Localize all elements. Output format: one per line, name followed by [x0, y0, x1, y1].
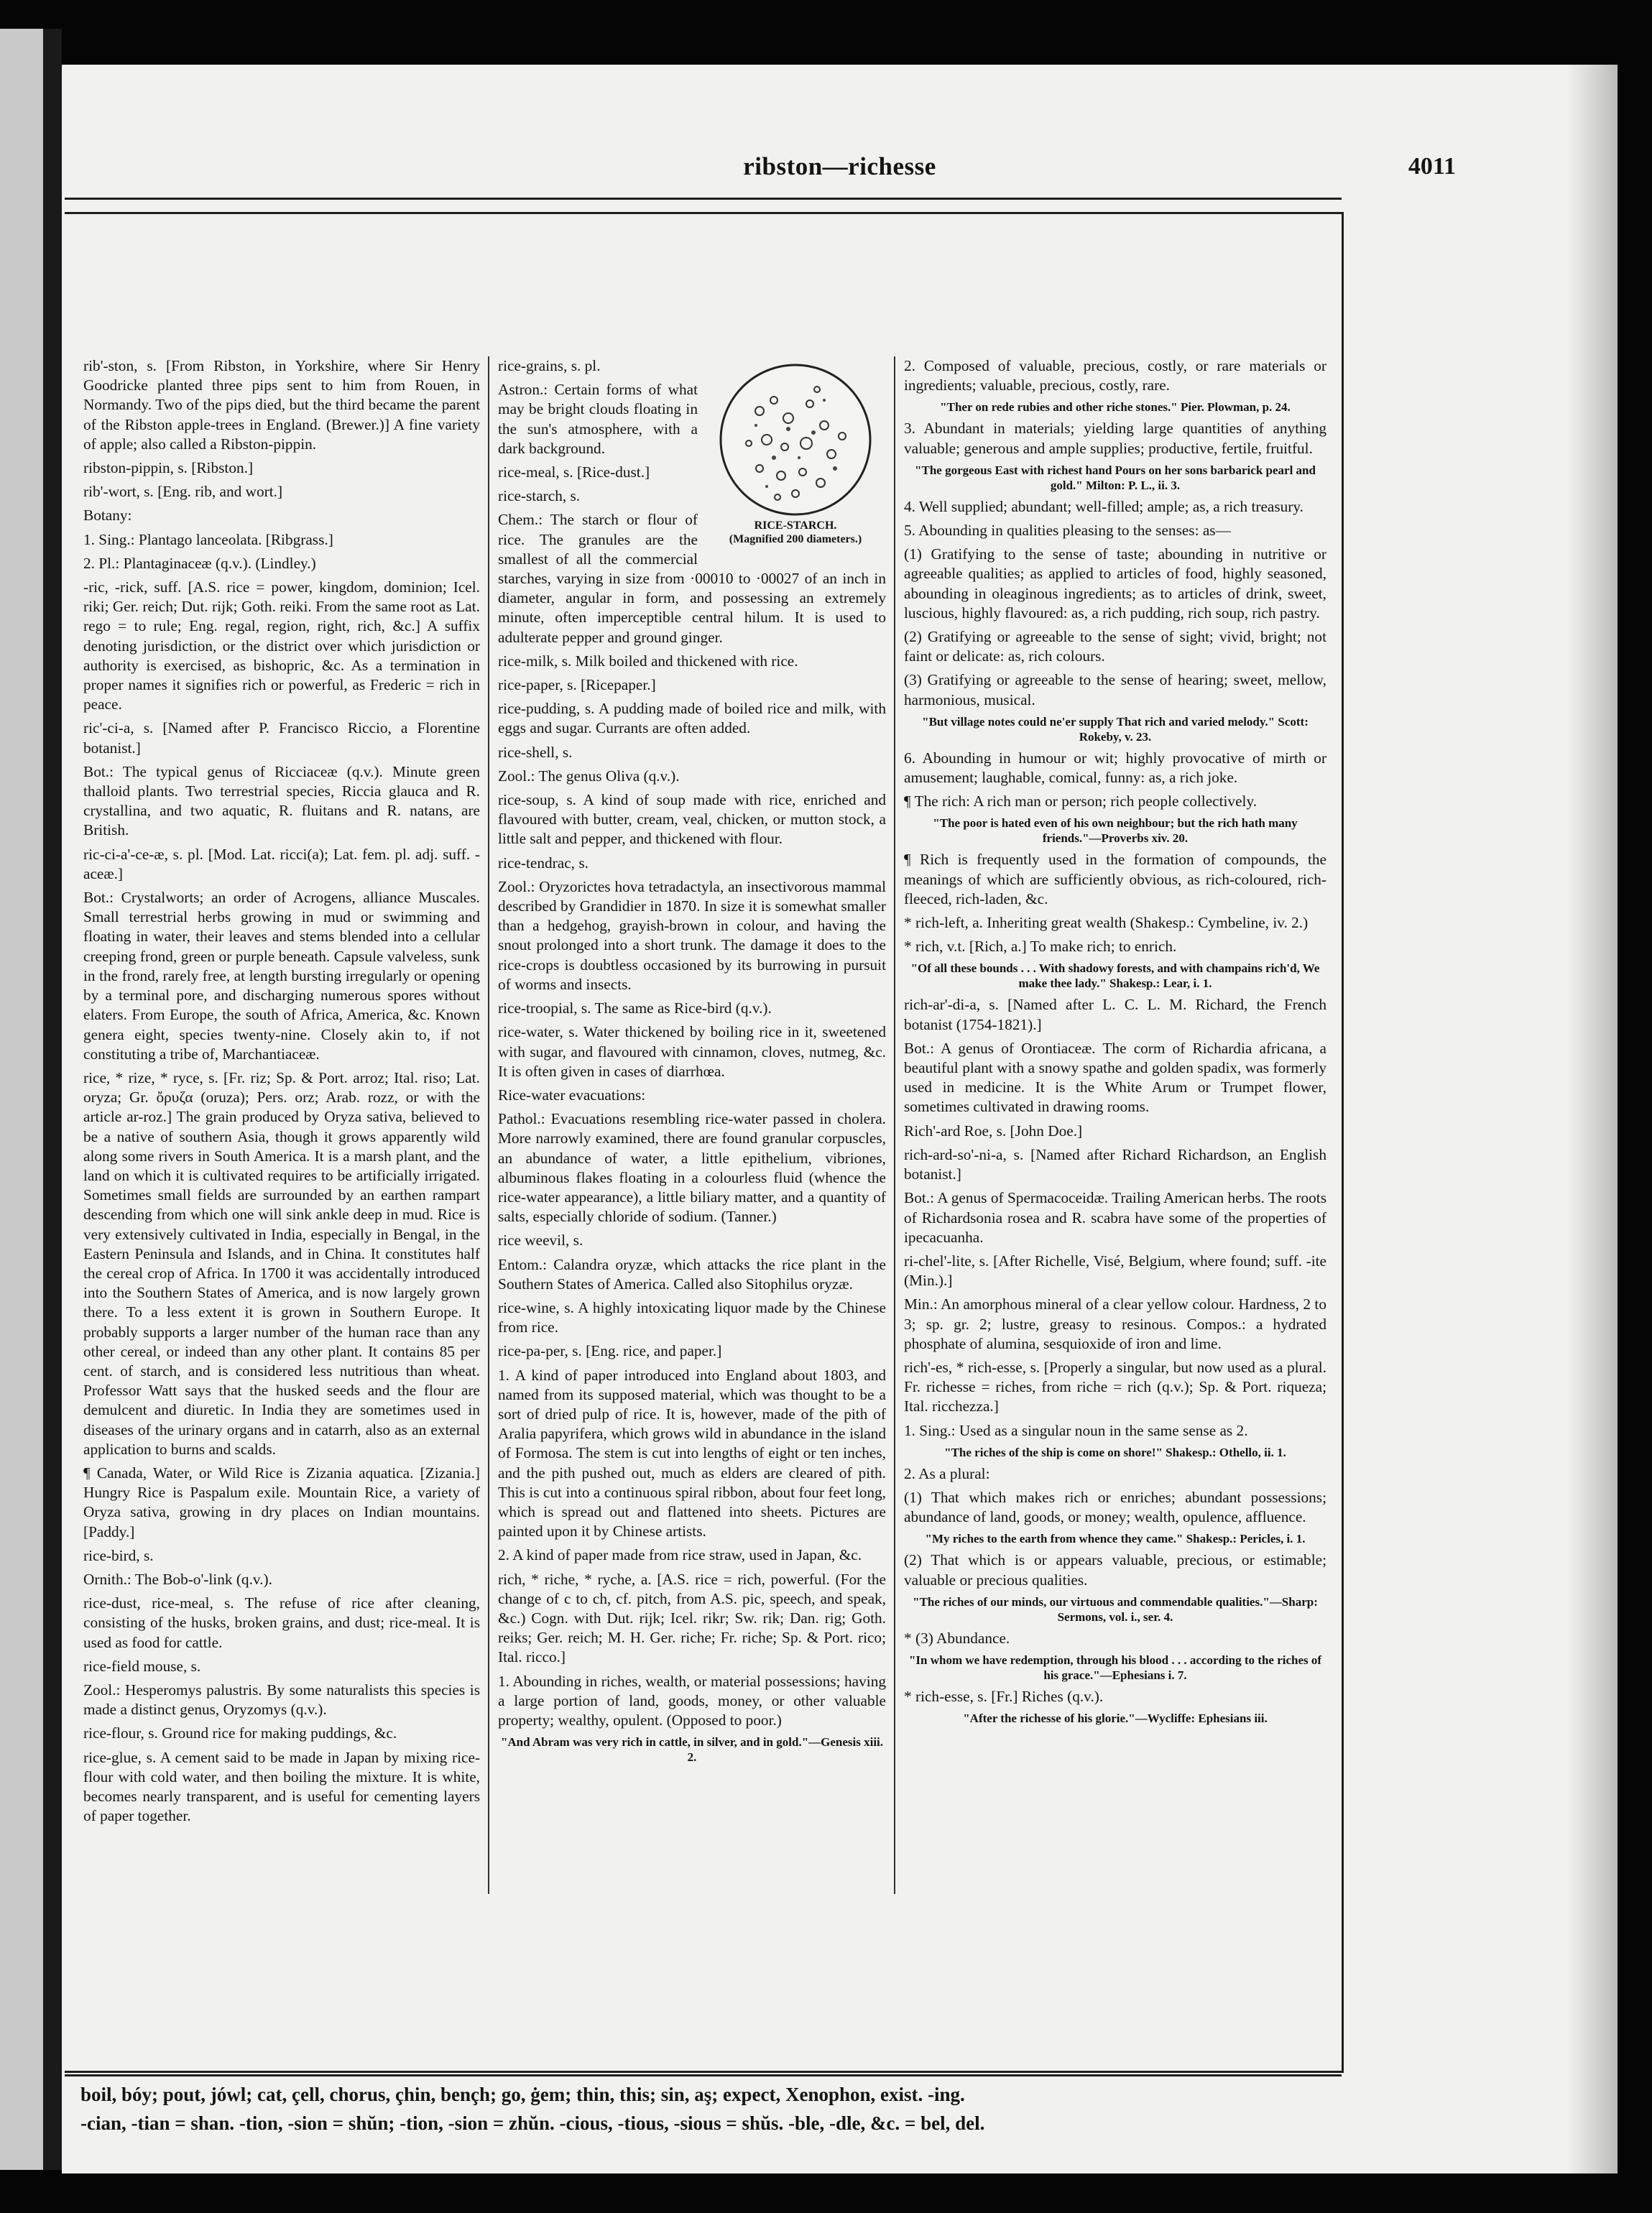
dictionary-entry: ribston-pippin, s. [Ribston.] [83, 459, 254, 477]
dictionary-entry: rice-tendrac, s. [498, 854, 589, 872]
dictionary-entry: 3. Abundant in materials; yielding large quantities of anything valuable; generous and ample supplies; productive, fertile, fruitful. [904, 420, 1326, 457]
dictionary-entry: rice-shell, s. [498, 743, 573, 761]
column-divider-1 [488, 356, 489, 1894]
running-head: ribston—richesse [743, 152, 936, 180]
dictionary-entry: Rich'-ard Roe, s. [John Doe.] [904, 1122, 1083, 1140]
dictionary-entry: rib'-wort, s. [Eng. rib, and wort.] [83, 483, 283, 501]
dictionary-entry: rice-bird, s. [83, 1546, 154, 1564]
figure-caption-title: RICE-STARCH. [754, 519, 837, 532]
dictionary-page [62, 65, 1618, 2173]
dictionary-entry: Zool.: Oryzorictes hova tetradactyla, an insectivorous mammal described by Grandidier in 1870. In size it is somewhat smaller than a hedgehog, grayish-brown in colour, and having the snout prolonged into a short trunk. The damage it does to the rice-crops is doubtless occasioned by its burrowing in pursuit of worms and insects. [498, 877, 886, 993]
figure-caption-note: (Magnified 200 diameters.) [729, 533, 862, 545]
dictionary-entry: "In whom we have redemption, through his blood . . . according to the riches of his grace."—Ephesians i. 7. [908, 1653, 1322, 1682]
dictionary-entry: ¶ Rich is frequently used in the formation of compounds, the meanings of which are sufficiently obvious, as rich-coloured, rich-fleeced, rich-laden, &c. [904, 851, 1326, 907]
dictionary-entry: 1. Sing.: Used as a singular noun in the same sense as 2. [904, 1421, 1248, 1439]
dictionary-entry: Chem.: The starch or flour of rice. The granules are the smallest of all the commercial starches, varying in size from ·00010 to ·00027 of an inch in diameter, angular in form, and possessing an extremely minute, often imperceptible central hilum. It is used to adulterate pepper and ground ginger. [498, 511, 886, 646]
dictionary-entry: 1. Sing.: Plantago lanceolata. [Ribgrass.] [83, 530, 333, 548]
dictionary-entry: Botany: [83, 507, 132, 525]
dictionary-entry: "The riches of our minds, our virtuous and commendable qualities."—Sharp: Sermons, vol. i., ser. 4. [913, 1594, 1318, 1624]
column-divider-2 [894, 356, 895, 1894]
dictionary-entry: (1) Gratifying to the sense of taste; abounding in nutritive or agreeable qualities; as applied to articles of food, highly seasoned, abounding in oleaginous ingredients; as to articles of drink, sweet, luscious, highly flavoured: as, a rich pudding, rich soup, rich pastry. [904, 545, 1326, 622]
column-3 [904, 356, 1326, 1901]
dictionary-entry: Ornith.: The Bob-o'-link (q.v.). [83, 1570, 272, 1588]
dictionary-entry: 5. Abounding in qualities pleasing to the senses: as— [904, 522, 1231, 540]
dictionary-entry: "The riches of the ship is come on shore!" Shakesp.: Othello, ii. 1. [944, 1445, 1286, 1459]
dictionary-entry: Rice-water evacuations: [498, 1086, 646, 1104]
pronunciation-key-line-2: -cian, -tian = shan. -tion, -sion = shŭn; -tion, -sion = zhŭn. -cious, -tious, -sious = shŭs. -ble, -dle, &c. = bel, del. [80, 2112, 985, 2134]
dictionary-entry: rice-glue, s. A cement said to be made in Japan by mixing rice-flour with cold water, and then boiling the mixture. It is white, becomes nearly transparent, and is useful for cementing layers of paper together. [83, 1748, 480, 1825]
dictionary-entry: rice-soup, s. A kind of soup made with rice, enriched and flavoured with butter, cream, veal, chicken, or mutton stock, a little salt and pepper, and thickened with flour. [498, 791, 886, 848]
dictionary-entry: 4. Well supplied; abundant; well-filled; ample; as, a rich treasury. [904, 497, 1303, 515]
dictionary-entry: * rich, v.t. [Rich, a.] To make rich; to enrich. [904, 938, 1177, 956]
dictionary-entry: rice-grains, s. pl. [498, 357, 601, 374]
dictionary-entry: rice-wine, s. A highly intoxicating liquor made by the Chinese from rice. [498, 1298, 886, 1336]
dictionary-entry: rice-troopial, s. The same as Rice-bird (q.v.). [498, 999, 772, 1017]
dictionary-entry: ¶ The rich: A rich man or person; rich people collectively. [904, 793, 1258, 810]
dictionary-entry: (2) Gratifying or agreeable to the sense of sight; vivid, bright; not faint or delicate: as, rich colours. [904, 628, 1326, 665]
dictionary-entry: Astron.: Certain forms of what may be bright clouds floating in the sun's atmosphere, with a dark background. [498, 381, 698, 457]
dictionary-entry: 2. A kind of paper made from rice straw, used in Japan, &c. [498, 1546, 862, 1564]
dictionary-entry: Bot.: A genus of Orontiaceæ. The corm of Richardia africana, a beautiful plant with a snowy spathe and golden spadix, was formerly used in medicine. It is the White Arum or Trumpet flower, sometimes cultivated in drawing rooms. [904, 1039, 1326, 1116]
dictionary-entry: 1. Abounding in riches, wealth, or material possessions; having a large portion of land, goods, money, or other valuable property; wealthy, opulent. (Opposed to poor.) [498, 1672, 886, 1729]
scan-gutter-shadow [43, 29, 62, 2170]
dictionary-entry: 2. Pl.: Plantaginaceæ (q.v.). (Lindley.) [83, 554, 316, 572]
dictionary-entry: ric'-ci-a, s. [Named after P. Francisco Riccio, a Florentine botanist.] [83, 719, 480, 757]
pronunciation-key [80, 2080, 1331, 2138]
dictionary-entry: * rich-esse, s. [Fr.] Riches (q.v.). [904, 1687, 1104, 1705]
dictionary-entry: ¶ Canada, Water, or Wild Rice is Zizania aquatica. [Zizania.] Hungry Rice is Paspalum exile. Mountain Rice, a variety of Oryza sativa, growing in dry places on Indian mountains. [Paddy.] [83, 1464, 480, 1540]
dictionary-entry: rice-starch, s. [498, 487, 581, 505]
column-2 [498, 356, 886, 1901]
pronunciation-key-line-1: boil, bóy; pout, jówl; cat, çell, chorus, çhin, bençh; go, ġem; thin, this; sin, aş; expect, Xenophon, exist. -ing. [80, 2084, 965, 2105]
column-1 [83, 356, 480, 1901]
dictionary-entry: Bot.: Crystalworts; an order of Acrogens, alliance Muscales. Small terrestrial herbs growing in mud or swimming and floating in water, their leaves and stems blended into a cellular creeping frond, green or purple beneath. Capsule valveless, sunk in the frond, rarely free, at length bursting irregularly or opening by a terminal pore, and discharging numerous spores without elaters. From Europe, the south of Africa, America, &c. Known genera eight, species twenty-nine. Closely akin to, if not constituting a tribe of, Marchantiaceæ. [83, 889, 480, 1063]
dictionary-entry: rice-field mouse, s. [83, 1657, 201, 1675]
page-edge-shadow [1567, 65, 1618, 2173]
dictionary-entry: (3) Gratifying or agreeable to the sense of hearing; sweet, mellow, harmonious, musical. [904, 671, 1326, 708]
dictionary-entry: rice, * rize, * ryce, s. [Fr. riz; Sp. & Port. arroz; Ital. riso; Lat. oryza; Gr. ὄρυζα (oruza); Pers. orz; Arab. rozz, or with the article ar-roz.] The grain produced by Oryza sativa, believed to be a native of southern Asia, though it grows apparently wild along some rivers in South America. It is a marsh plant, and the land on which it is cultivated requires to be artificially irrigated. Sometimes small fields are surrounded by an earthen rampart descending from which one will sink ankle deep in mud. Rice is very extensively cultivated in India, especially in Bengal, in the Eastern Peninsula and Islands, and in China. It constitutes half the cereal crop of Africa. In 1700 it was accidentally introduced into the Southern States of America, and is now largely grown there. To a less extent it is grown in Southern Europe. It probably supports a larger number of the human race than any other cereal, or indeed than any other plant. It contains 85 per cent. of starch, and is considered less nutritious than wheat. Professor Watt says that the husked seeds and the flour are demulcent and diuretic. In India they are sometimes used in diseases of the urinary organs and in catarrh, also as an external application to burns and scalds. [83, 1068, 480, 1458]
dictionary-entry: Zool.: The genus Oliva (q.v.). [498, 767, 680, 785]
dictionary-entry: rice-pudding, s. A pudding made of boiled rice and milk, with eggs and sugar. Currants are often added. [498, 700, 886, 737]
dictionary-entry: (2) That which is or appears valuable, precious, or estimable; valuable or precious qualities. [904, 1551, 1326, 1589]
dictionary-entry: ri-chel'-lite, s. [After Richelle, Visé, Belgium, where found; suff. -ite (Min.).] [904, 1252, 1326, 1290]
dictionary-entry: rice-water, s. Water thickened by boiling rice in it, sweetened with sugar, and flavoured with cinnamon, cloves, nutmeg, &c. It is often given in cases of diarrhœa. [498, 1023, 886, 1080]
dictionary-entry: "After the richesse of his glorie."—Wycliffe: Ephesians iii. [963, 1711, 1268, 1726]
dictionary-entry: Bot.: The typical genus of Ricciaceæ (q.v.). Minute green thalloid plants. Two terrestrial species, Riccia glauca and R. crystallina, and two aquatic, R. fluitans and R. natans, are British. [83, 762, 480, 839]
dictionary-entry: * (3) Abundance. [904, 1629, 1010, 1647]
dictionary-entry: * rich-left, a. Inheriting great wealth (Shakesp.: Cymbeline, iv. 2.) [904, 914, 1309, 932]
header-rule [65, 198, 1342, 200]
dictionary-entry: (1) That which makes rich or enriches; abundant possessions; abundance of land, goods, or money; wealth, opulence, affluence. [904, 1488, 1326, 1526]
dictionary-entry: 2. As a plural: [904, 1464, 990, 1482]
text-frame [65, 212, 1344, 2073]
dictionary-entry: rice-meal, s. [Rice-dust.] [498, 463, 650, 481]
dictionary-entry: "The poor is hated even of his own neighbour; but the rich hath many friends."—Proverbs xiv. 20. [933, 816, 1298, 846]
dictionary-entry: "The gorgeous East with richest hand Pours on her sons barbarick pearl and gold." Milton: P. L., ii. 3. [915, 463, 1316, 492]
dictionary-entry: rice-pa-per, s. [Eng. rice, and paper.] [498, 1342, 722, 1360]
dictionary-entry: rice-dust, rice-meal, s. The refuse of rice after cleaning, consisting of the husks, broken grains, and dust; rice-meal. It is used as food for cattle. [83, 1594, 480, 1651]
scan-left-margin [0, 29, 43, 2170]
footer-rule [65, 2074, 1342, 2076]
dictionary-entry: Pathol.: Evacuations resembling rice-water passed in cholera. More narrowly examined, there are found granular corpuscles, an abundance of water, a little epithelium, vibriones, albuminous flakes floating in a colourless fluid (whence the rice-water appearance), a little biliary matter, and a quantity of salts, especially chloride of sodium. (Tanner.) [498, 1110, 886, 1226]
dictionary-entry: Entom.: Calandra oryzæ, which attacks the rice plant in the Southern States of America. Called also Sitophilus oryzæ. [498, 1255, 886, 1293]
dictionary-entry: "Of all these bounds . . . With shadowy forests, and with champains rich'd, We make thee lady." Shakesp.: Lear, i. 1. [910, 961, 1320, 991]
dictionary-entry: 1. A kind of paper introduced into England about 1803, and named from its supposed material, which was thought to be a sort of dried pulp of rice. It is, however, made of the pith of Aralia papyrifera, which grows wild in abundance in the island of Formosa. The stem is cut into lengths of eight or ten inches, and the pith pushed out, much as elders are cleared of pith. This is cut into a continuous spiral ribbon, about four feet long, which is spread out and flattened into sheets. Pictures are painted upon it by Chinese artists. [498, 1366, 886, 1540]
dictionary-entry: 6. Abounding in humour or wit; highly provocative of mirth or amusement; laughable, comical, funny: as, a rich joke. [904, 749, 1326, 787]
microscope-slide-icon [716, 361, 875, 519]
dictionary-entry: -ric, -rick, suff. [A.S. rice = power, kingdom, dominion; Icel. riki; Ger. reich; Dut. rijk; Goth. reiki. From the same root as Lat. rego = to rule; Eng. regal, region, right, rich, &c.] A suffix denoting jurisdiction, or the district over which jurisdiction or authority is exercised, as bishopric, &c. As a termination in proper names it signifies rich or powerful, as Frederic = rich in peace. [83, 578, 480, 713]
dictionary-entry: Bot.: A genus of Spermacoceidæ. Trailing American herbs. The roots of Richardsonia rosea and R. scabra have some of the properties of ipecacuanha. [904, 1189, 1326, 1246]
dictionary-entry: "Ther on rede rubies and other riche stones." Pier. Plowman, p. 24. [940, 400, 1291, 415]
rice-starch-figure [705, 361, 886, 546]
dictionary-entry: rich-ard-so'-ni-a, s. [Named after Richard Richardson, an English botanist.] [904, 1145, 1326, 1183]
dictionary-entry: rice weevil, s. [498, 1232, 583, 1249]
dictionary-entry: rich, * riche, * ryche, a. [A.S. rice = rich, powerful. (For the change of c to ch, cf. pitch, from A.S. pic, speech, and speak, &c.) Cogn. with Dut. rijk; Icel. rikr; Sw. rik; Dan. rig; Goth. reiks; Ger. reich; M. H. Ger. riche; Fr. riche; Sp. & Port. rico; Ital. ricco.] [498, 1570, 886, 1666]
page-number: 4011 [1408, 153, 1456, 180]
dictionary-entry: Min.: An amorphous mineral of a clear yellow colour. Hardness, 2 to 3; sp. gr. 2; lustre, greasy to resinous. Compos.: a hydrated phosphate of alumina, sesquioxide of iron and lime. [904, 1295, 1326, 1352]
dictionary-entry: rice-paper, s. [Ricepaper.] [498, 676, 656, 694]
dictionary-entry: "But village notes could ne'er supply That rich and varied melody." Scott: Rokeby, v. 23. [922, 714, 1309, 744]
dictionary-entry: Zool.: Hesperomys palustris. By some naturalists this species is made a distinct genus, Oryzomys (q.v.). [83, 1681, 480, 1719]
dictionary-entry: rich-ar'-di-a, s. [Named after L. C. L. M. Richard, the French botanist (1754-1821).] [904, 996, 1326, 1033]
dictionary-entry: 2. Composed of valuable, precious, costly, or rare materials or ingredients; valuable, precious, costly, rare. [904, 357, 1326, 394]
dictionary-entry: ric-ci-a'-ce-æ, s. pl. [Mod. Lat. ricci(a); Lat. fem. pl. adj. suff. -aceæ.] [83, 845, 480, 882]
dictionary-entry: rib'-ston, s. [From Ribston, in Yorkshire, where Sir Henry Goodricke planted three pips sent to him from Rouen, in Normandy. Two of the pips died, but the third became the parent of the Ribston apple-trees in England. (Brewer.)] A fine variety of apple; also called a Ribston-pippin. [83, 357, 480, 453]
dictionary-entry: rice-milk, s. Milk boiled and thickened with rice. [498, 652, 798, 670]
dictionary-entry: rice-flour, s. Ground rice for making puddings, &c. [83, 1724, 397, 1742]
dictionary-entry: "And Abram was very rich in cattle, in silver, and in gold."—Genesis xiii. 2. [500, 1735, 884, 1765]
dictionary-entry: "My riches to the earth from whence they came." Shakesp.: Pericles, i. 1. [925, 1532, 1306, 1546]
dictionary-entry: rich'-es, * rich-esse, s. [Properly a singular, but now used as a plural. Fr. richesse = riches, from riche = rich (q.v.); Sp. & Port. riqueza; Ital. ricchezza.] [904, 1358, 1326, 1415]
